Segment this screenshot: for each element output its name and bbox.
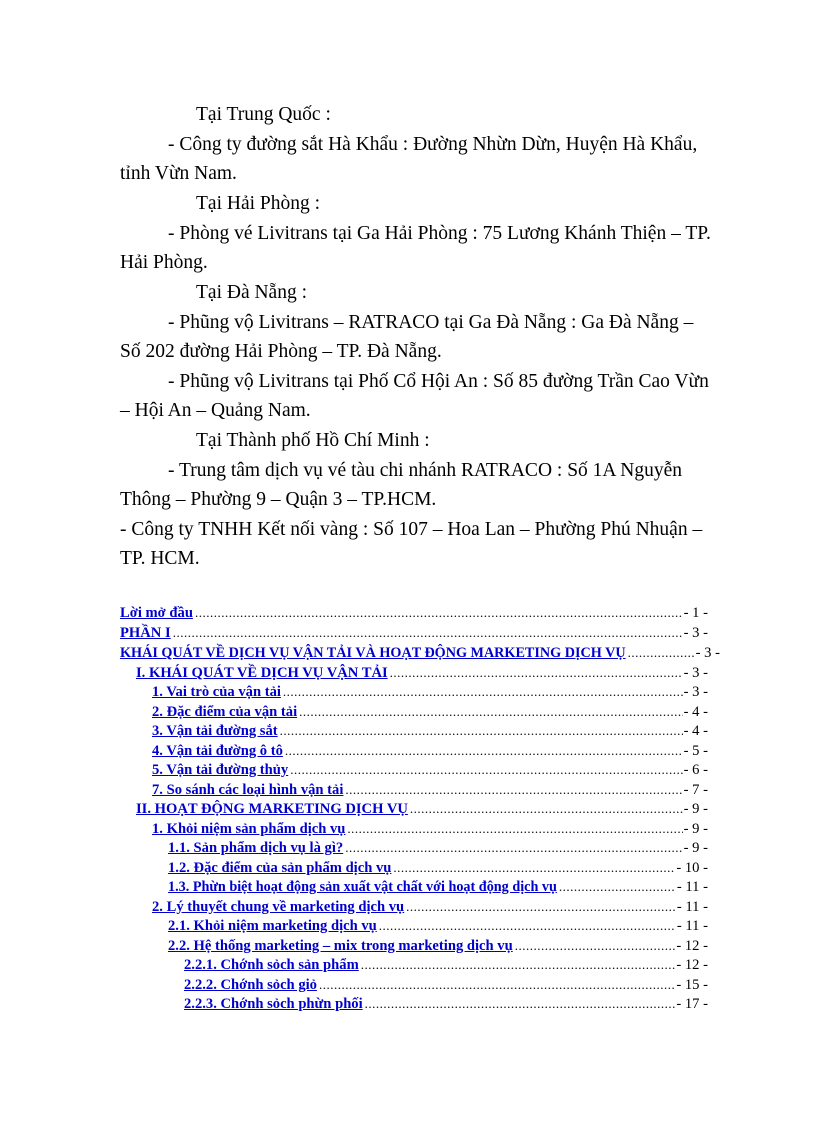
heading-ho-chi-minh: Tại Thành phố Hồ Chí Minh : — [196, 430, 430, 451]
toc-entry[interactable] — [184, 975, 708, 995]
toc-page-number: - 3 - — [683, 625, 708, 641]
toc-entry-title[interactable]: 1.2. Đặc điểm của sản phẩm dịch vụ — [168, 860, 392, 876]
toc-page-number: - 17 - — [676, 996, 708, 1012]
heading-trung-quoc: Tại Trung Quốc : — [196, 104, 331, 125]
body-line: - Phũng vộ Livitrans – RATRACO tại Ga Đà Nẵng : Ga Đà Nẵng – — [168, 312, 694, 333]
toc-entry[interactable] — [184, 994, 708, 1014]
toc-entry-title[interactable]: PHẦN I — [120, 625, 171, 641]
dot-leader — [283, 682, 683, 702]
toc-entry[interactable] — [152, 780, 708, 800]
dot-leader — [559, 877, 676, 897]
toc-page-number: - 12 - — [676, 957, 708, 973]
dot-leader — [280, 721, 683, 741]
dot-leader — [195, 603, 683, 623]
dot-leader — [173, 623, 683, 643]
toc-entry-title[interactable]: 1. Khỏi niệm sản phẩm dịch vụ — [152, 821, 346, 837]
dot-leader — [361, 955, 676, 975]
dot-leader — [365, 994, 676, 1014]
toc-entry[interactable] — [168, 916, 708, 936]
toc-entry-title[interactable]: 7. So sánh các loại hình vận tải — [152, 782, 344, 798]
body-line: - Công ty đường sắt Hà Khẩu : Đường Nhừn Dừn, Huyện Hà Khẩu, — [168, 134, 698, 155]
toc-page-number: - 3 - — [695, 645, 720, 661]
toc-entry[interactable] — [152, 702, 708, 722]
toc-page-number: - 6 - — [683, 762, 708, 778]
body-line: tỉnh Vừn Nam. — [120, 163, 237, 184]
toc-entry[interactable] — [168, 936, 708, 956]
toc-entry-title[interactable]: II. HOẠT ĐỘNG MARKETING DỊCH VỤ — [136, 801, 408, 817]
toc-entry[interactable] — [120, 603, 708, 623]
body-line: - Phòng vé Livitrans tại Ga Hải Phòng : 75 Lương Khánh Thiện – TP. — [168, 223, 711, 244]
toc-page-number: - 1 - — [683, 605, 708, 621]
heading-hai-phong: Tại Hải Phòng : — [196, 193, 321, 214]
toc-page-number: - 11 - — [676, 879, 708, 895]
toc-entry[interactable] — [152, 760, 708, 780]
toc-entry-title[interactable]: 2. Lý thuyết chung về marketing dịch vụ — [152, 899, 405, 915]
toc-entry-title[interactable]: 2.2.2. Chớnh sỏch giỏ — [184, 977, 317, 993]
dot-leader — [345, 838, 682, 858]
toc-page-number: - 11 - — [676, 899, 708, 915]
body-line: - Phũng vộ Livitrans tại Phố Cổ Hội An : Số 85 đường Trần Cao Vừn — [168, 371, 709, 392]
toc-entry[interactable] — [168, 877, 708, 897]
dot-leader — [290, 760, 682, 780]
dot-leader — [347, 819, 682, 839]
toc-page-number: - 12 - — [676, 938, 708, 954]
body-line: Số 202 đường Hải Phòng – TP. Đà Nẵng. — [120, 341, 442, 362]
toc-page-number: - 4 - — [683, 723, 708, 739]
toc-entry-title[interactable]: 3. Vận tải đường sắt — [152, 723, 278, 739]
dot-leader — [515, 936, 676, 956]
body-line: Hải Phòng. — [120, 252, 208, 273]
dot-leader — [628, 643, 695, 663]
toc-entry-title[interactable]: KHÁI QUÁT VỀ DỊCH VỤ VẬN TẢI VÀ HOẠT ĐỘNG MARKETING DỊCH VỤ — [120, 645, 626, 661]
toc-entry[interactable] — [120, 623, 708, 643]
toc-page-number: - 3 - — [683, 684, 708, 700]
toc-page-number: - 7 - — [683, 782, 708, 798]
toc-entry[interactable] — [168, 858, 708, 878]
toc-entry[interactable] — [168, 838, 708, 858]
dot-leader — [406, 897, 676, 917]
body-line: TP. HCM. — [120, 548, 200, 569]
heading-da-nang: Tại Đà Nẵng : — [196, 282, 308, 303]
toc-entry-title[interactable]: 2.2. Hệ thống marketing – mix trong marketing dịch vụ — [168, 938, 513, 954]
toc-page-number: - 4 - — [683, 704, 708, 720]
dot-leader — [299, 702, 683, 722]
toc-entry-title[interactable]: 2.1. Khỏi niệm marketing dịch vụ — [168, 918, 377, 934]
toc-entry[interactable] — [184, 955, 708, 975]
toc-page-number: - 9 - — [683, 821, 708, 837]
toc-entry[interactable] — [152, 897, 708, 917]
dot-leader — [285, 741, 683, 761]
toc-entry-title[interactable]: 2. Đặc điểm của vận tải — [152, 704, 298, 720]
toc-entry[interactable] — [136, 663, 708, 683]
toc-entry-title[interactable]: 5. Vận tải đường thủy — [152, 762, 289, 778]
body-line: - Công ty TNHH Kết nối vàng : Số 107 – Hoa Lan – Phường Phú Nhuận – — [120, 519, 703, 540]
dot-leader — [393, 858, 675, 878]
toc-entry-title[interactable]: 4. Vận tải đường ô tô — [152, 743, 283, 759]
toc-entry-title[interactable]: I. KHÁI QUÁT VỀ DỊCH VỤ VẬN TẢI — [136, 665, 388, 681]
toc-entry-title[interactable]: Lời mở đầu — [120, 605, 193, 621]
toc-page-number: - 9 - — [683, 801, 708, 817]
toc-page-number: - 10 - — [676, 860, 708, 876]
body-line: - Trung tâm dịch vụ vé tàu chi nhánh RATRACO : Số 1A Nguyễn — [168, 460, 683, 481]
toc-entry-title[interactable]: 2.2.1. Chớnh sỏch sản phẩm — [184, 957, 359, 973]
toc-page-number: - 9 - — [683, 840, 708, 856]
body-line: Thông – Phường 9 – Quận 3 – TP.HCM. — [120, 489, 437, 510]
body-line: – Hội An – Quảng Nam. — [120, 400, 311, 421]
toc-entry[interactable] — [152, 819, 708, 839]
toc-entry-title[interactable]: 1.3. Phừn biệt hoạt động sản xuất vật chất với hoạt động dịch vụ — [168, 879, 557, 895]
toc-entry[interactable] — [152, 682, 708, 702]
dot-leader — [410, 799, 683, 819]
toc-page-number: - 11 - — [676, 918, 708, 934]
toc-page-number: - 3 - — [683, 665, 708, 681]
toc-entry[interactable] — [120, 643, 720, 663]
dot-leader — [319, 975, 675, 995]
dot-leader — [390, 663, 683, 683]
toc-entry[interactable] — [152, 741, 708, 761]
dot-leader — [345, 780, 682, 800]
dot-leader — [379, 916, 676, 936]
toc-page-number: - 5 - — [683, 743, 708, 759]
toc-entry-title[interactable]: 2.2.3. Chớnh sỏch phừn phối — [184, 996, 363, 1012]
toc-entry-title[interactable]: 1.1. Sản phẩm dịch vụ là gì? — [168, 840, 344, 856]
toc-entry[interactable] — [152, 721, 708, 741]
toc-page-number: - 15 - — [676, 977, 708, 993]
toc-entry[interactable] — [136, 799, 708, 819]
toc-entry-title[interactable]: 1. Vai trò của vận tải — [152, 684, 281, 700]
